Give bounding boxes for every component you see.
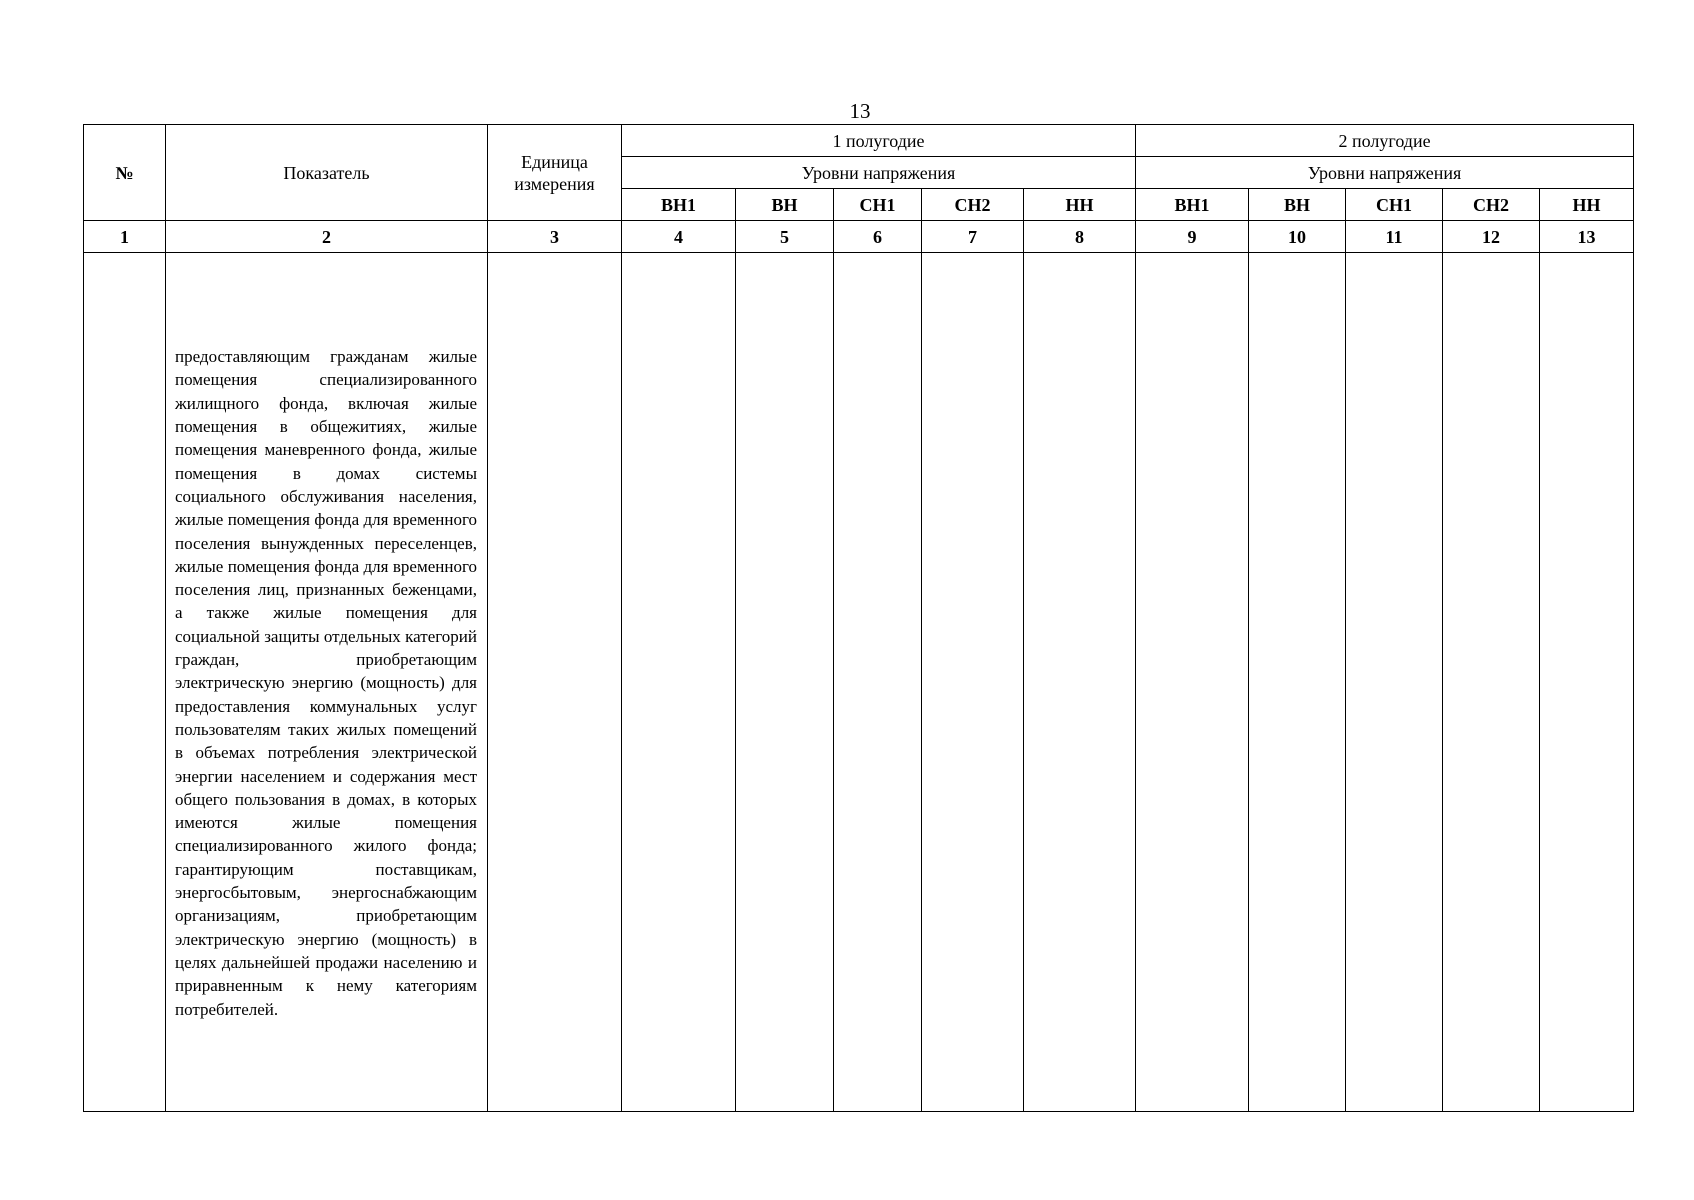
column-number: 6 — [834, 221, 922, 253]
header-half-year-1: 1 полугодие — [622, 125, 1136, 157]
level-h2-bh1: ВН1 — [1136, 189, 1249, 221]
level-h2-hh: НН — [1540, 189, 1634, 221]
header-half-year-2: 2 полугодие — [1136, 125, 1634, 157]
header-voltage-levels-1: Уровни напряжения — [622, 157, 1136, 189]
indicator-text: предоставляющим гражданам жилые помещения специализированного жилищного фонда, включая жилые помещения в общежитиях, жилые помещения маневренного фонда, жилые помещения в домах системы социального обслуживания населения, жилые помещения фонда для временного поселения вынужденных переселенцев, жилые помещения фонда для временного поселения лиц, признанных беженцами, а также жилые помещения для социальной защиты отдельных категорий граждан, приобретающим электрическую энергию (мощность) для предоставления коммунальных услуг пользователям таких жилых помещений в объемах потребления электрической энергии населением и содержания мест общего пользования в домах, в которых имеются жилые помещения специализированного жилого фонда; гарантирующим поставщикам, энергосбытовым, энергоснабжающим организациям, приобретающим электрическую энергию (мощность) в целях дальнейшей продажи населению и приравненным к нему категориям потребителей. — [175, 347, 477, 1019]
column-number: 12 — [1443, 221, 1540, 253]
level-h1-ch1: СН1 — [834, 189, 922, 221]
column-number: 8 — [1024, 221, 1136, 253]
row-number-cell — [84, 253, 166, 1112]
tariff-table — [83, 124, 1634, 1112]
level-h1-bh1: ВН1 — [622, 189, 736, 221]
header-number: № — [84, 125, 166, 221]
page-number: 13 — [849, 99, 871, 123]
column-number: 5 — [736, 221, 834, 253]
level-h1-bh: ВН — [736, 189, 834, 221]
column-number: 7 — [922, 221, 1024, 253]
level-h2-ch2: СН2 — [1443, 189, 1540, 221]
unit-cell — [488, 253, 622, 1112]
value-cell — [736, 253, 834, 1112]
level-h1-hh: НН — [1024, 189, 1136, 221]
header-unit: Единица измерения — [488, 125, 622, 221]
level-h1-ch2: СН2 — [922, 189, 1024, 221]
header-voltage-levels-2: Уровни напряжения — [1136, 157, 1634, 189]
column-number: 3 — [488, 221, 622, 253]
value-cell — [622, 253, 736, 1112]
value-cell — [1346, 253, 1443, 1112]
value-cell — [1540, 253, 1634, 1112]
value-cell — [1443, 253, 1540, 1112]
level-h2-bh: ВН — [1249, 189, 1346, 221]
column-number: 10 — [1249, 221, 1346, 253]
header-indicator: Показатель — [166, 125, 488, 221]
column-number: 2 — [166, 221, 488, 253]
table-row — [84, 253, 1634, 1112]
value-cell — [834, 253, 922, 1112]
column-number: 11 — [1346, 221, 1443, 253]
value-cell — [1249, 253, 1346, 1112]
value-cell — [1136, 253, 1249, 1112]
column-number: 4 — [622, 221, 736, 253]
column-number: 1 — [84, 221, 166, 253]
column-number: 13 — [1540, 221, 1634, 253]
indicator-cell — [166, 253, 488, 1112]
column-number: 9 — [1136, 221, 1249, 253]
value-cell — [922, 253, 1024, 1112]
level-h2-ch1: СН1 — [1346, 189, 1443, 221]
value-cell — [1024, 253, 1136, 1112]
